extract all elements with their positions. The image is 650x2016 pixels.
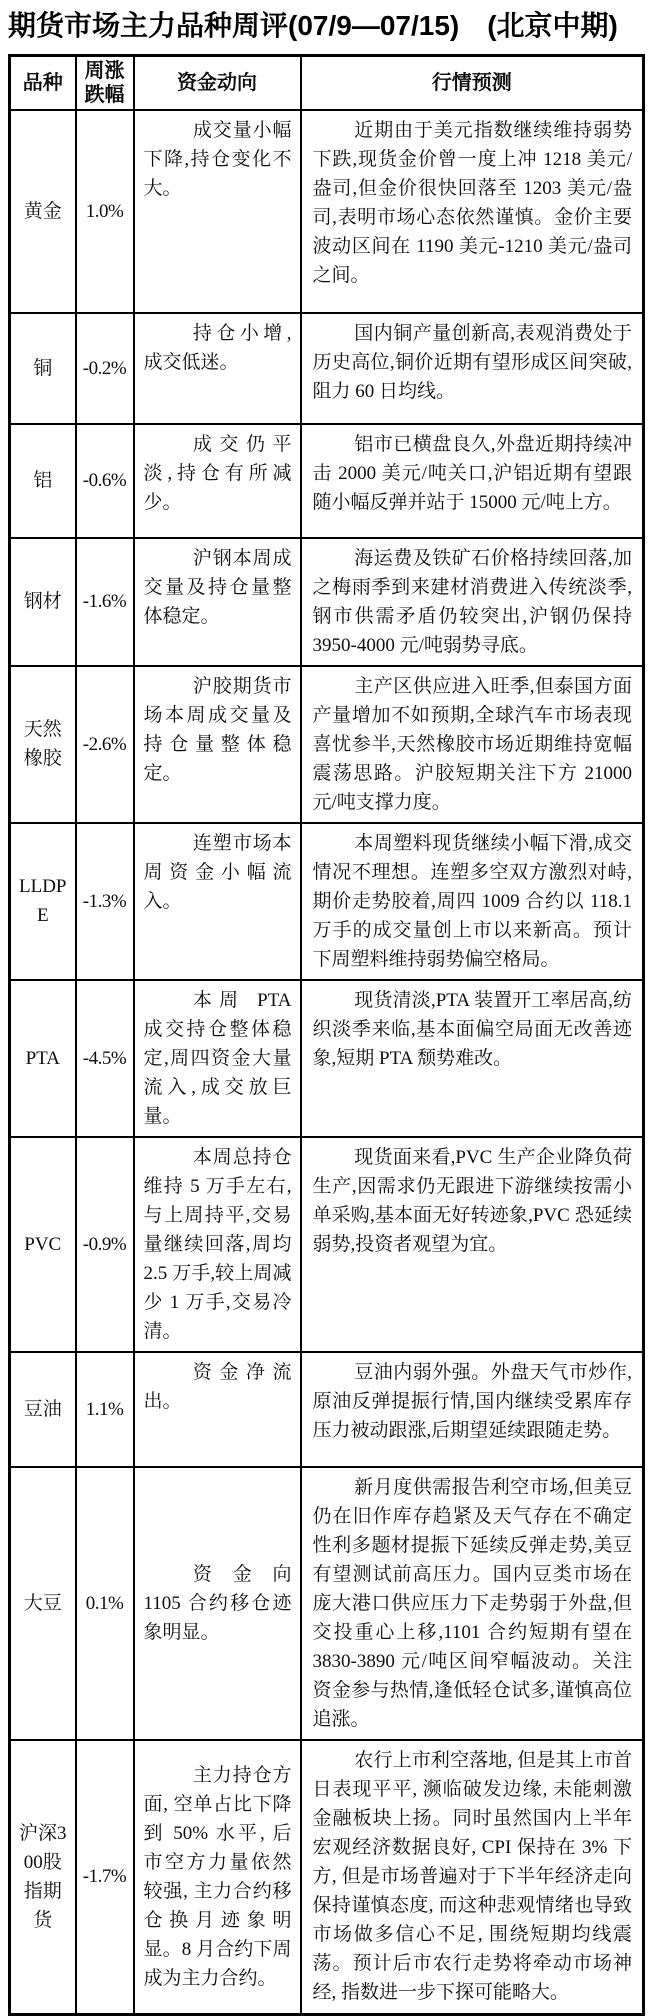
forecast-cell: 主产区供应进入旺季,但泰国方面产量增加不如预期,全球汽车市场表现喜忧参半,天然橡胶市场近期维持宽幅震荡思路。沪胶短期关注下方 21000 元/吨支撑力度。: [301, 666, 644, 823]
variety-cell: 钢材: [10, 538, 76, 666]
table-row-gold: [10, 110, 644, 313]
table-row-soybean-oil: [10, 1352, 644, 1467]
forecast-cell: 农行上市利空落地, 但是其上市首日表现平平, 濒临破发边缘, 未能刺激金融板块上扬。同时虽然国内上半年宏观经济数据良好, CPI 保持在 3% 下方, 但是市场普遍对于下半年经济走向保持谨慎态度, 而这种悲观情绪也导致市场做多信心不足, 围绕短期均线震荡。预计后市农行走势将牵动市场神经, 指数进一步下探可能略大。: [301, 1740, 644, 2015]
variety-cell: PTA: [10, 980, 76, 1137]
variety-cell: 豆油: [10, 1352, 76, 1467]
change-cell: 1.0%: [76, 110, 134, 313]
table-row-pta: [10, 980, 644, 1137]
forecast-cell: 新月度供需报告利空市场,但美豆仍在旧作库存趋紧及天气存在不确定性利多题材提振下延续反弹走势,美豆有望测试前高压力。国内豆类市场在庞大港口供应压力下走势弱于外盘,但交投重心上移,1101 合约短期有望在 3830-3890 元/吨区间窄幅波动。关注资金参与热情,逢低轻仓试多,谨慎高位追涨。: [301, 1467, 644, 1740]
change-cell: -0.6%: [76, 424, 134, 538]
table-body: [10, 110, 644, 2015]
funds-cell: 主力持仓方面, 空单占比下降到 50% 水平, 后市空方力量依然较强, 主力合约移仓换月迹象明显。8 月合约下周成为主力合约。: [134, 1740, 301, 2015]
forecast-cell: 本周塑料现货继续小幅下滑,成交情况不理想。连塑多空双方激烈对峙,期价走势胶着,周四 1009 合约以 118.1 万手的成交量创上市以来新高。预计下周塑料维持弱势偏空格局。: [301, 823, 644, 980]
table-row-steel: [10, 538, 644, 666]
forecast-cell: 现货清淡,PTA 装置开工率居高,纺织淡季来临,基本面偏空局面无改善迹象,短期 PTA 颓势难改。: [301, 980, 644, 1137]
forecast-cell: 铝市已横盘良久,外盘近期持续冲击 2000 美元/吨关口,沪铝近期有望跟随小幅反弹并站于 15000 元/吨上方。: [301, 424, 644, 538]
forecast-cell: 国内铜产量创新高,表观消费处于历史高位,铜价近期有望形成区间突破,阻力 60 日均线。: [301, 313, 644, 424]
table-row-rubber: [10, 666, 644, 823]
change-cell: -0.2%: [76, 313, 134, 424]
variety-cell: LLDPE: [10, 823, 76, 980]
column-header-funds: 资金动向: [134, 55, 301, 110]
variety-cell: 铜: [10, 313, 76, 424]
table-row-csi300-futures: [10, 1740, 644, 2015]
variety-cell: 铝: [10, 424, 76, 538]
column-header-forecast: 行情预测: [301, 55, 644, 110]
column-header-change: 周涨跌幅: [76, 55, 134, 110]
header-row: [10, 55, 644, 110]
table-row-soybean: [10, 1467, 644, 1740]
variety-cell: 黄金: [10, 110, 76, 313]
funds-cell: 连塑市场本周资金小幅流入。: [134, 823, 301, 980]
funds-cell: 本周 PTA 成交持仓整体稳定,周四资金大量流入,成交放巨量。: [134, 980, 301, 1137]
variety-cell: 大豆: [10, 1467, 76, 1740]
funds-cell: 沪钢本周成交量及持仓量整体稳定。: [134, 538, 301, 666]
change-cell: -1.7%: [76, 1740, 134, 2015]
funds-cell: 资金净流出。: [134, 1352, 301, 1467]
change-cell: -1.6%: [76, 538, 134, 666]
funds-cell: 持仓小增,成交低迷。: [134, 313, 301, 424]
forecast-cell: 近期由于美元指数继续维持弱势下跌,现货金价曾一度上冲 1218 美元/盎司,但金价很快回落至 1203 美元/盎司,表明市场心态依然谨慎。金价主要波动区间在 1190 美元-1210 美元/盎司之间。: [301, 110, 644, 313]
page-title: 期货市场主力品种周评(07/9—07/15) (北京中期): [8, 10, 618, 41]
table-row-copper: [10, 313, 644, 424]
commodity-review-table: [8, 54, 645, 2016]
funds-cell: 成交仍平淡,持仓有所减少。: [134, 424, 301, 538]
funds-cell: 成交量小幅下降,持仓变化不大。: [134, 110, 301, 313]
change-cell: 1.1%: [76, 1352, 134, 1467]
table-header: [10, 55, 644, 110]
funds-cell: 沪胶期货市场本周成交量及持仓量整体稳定。: [134, 666, 301, 823]
column-header-variety: 品种: [10, 55, 76, 110]
change-cell: -4.5%: [76, 980, 134, 1137]
table-row-pvc: [10, 1137, 644, 1352]
change-cell: 0.1%: [76, 1467, 134, 1740]
variety-cell: 沪深300股指期货: [10, 1740, 76, 2015]
funds-cell: 本周总持仓维持 5 万手左右,与上周持平,交易量继续回落,周均 2.5 万手,较上周减少 1 万手,交易冷清。: [134, 1137, 301, 1352]
change-cell: -2.6%: [76, 666, 134, 823]
table-row-aluminum: [10, 424, 644, 538]
forecast-cell: 海运费及铁矿石价格持续回落,加之梅雨季到来建材消费进入传统淡季,钢市供需矛盾仍较突出,沪钢仍保持 3950-4000 元/吨弱势寻底。: [301, 538, 644, 666]
forecast-cell: 豆油内弱外强。外盘天气市炒作,原油反弹提振行情,国内继续受累库存压力被动跟涨,后期望延续跟随走势。: [301, 1352, 644, 1467]
change-cell: -1.3%: [76, 823, 134, 980]
variety-cell: PVC: [10, 1137, 76, 1352]
funds-cell: 资金向 1105 合约移仓迹象明显。: [134, 1467, 301, 1740]
table-row-lldpe: [10, 823, 644, 980]
forecast-cell: 现货面来看,PVC 生产企业降负荷生产,因需求仍无跟进下游继续按需小单采购,基本面无好转迹象,PVC 恐延续弱势,投资者观望为宜。: [301, 1137, 644, 1352]
change-cell: -0.9%: [76, 1137, 134, 1352]
weekly-review-page: [0, 9, 650, 2016]
variety-cell: 天然橡胶: [10, 666, 76, 823]
